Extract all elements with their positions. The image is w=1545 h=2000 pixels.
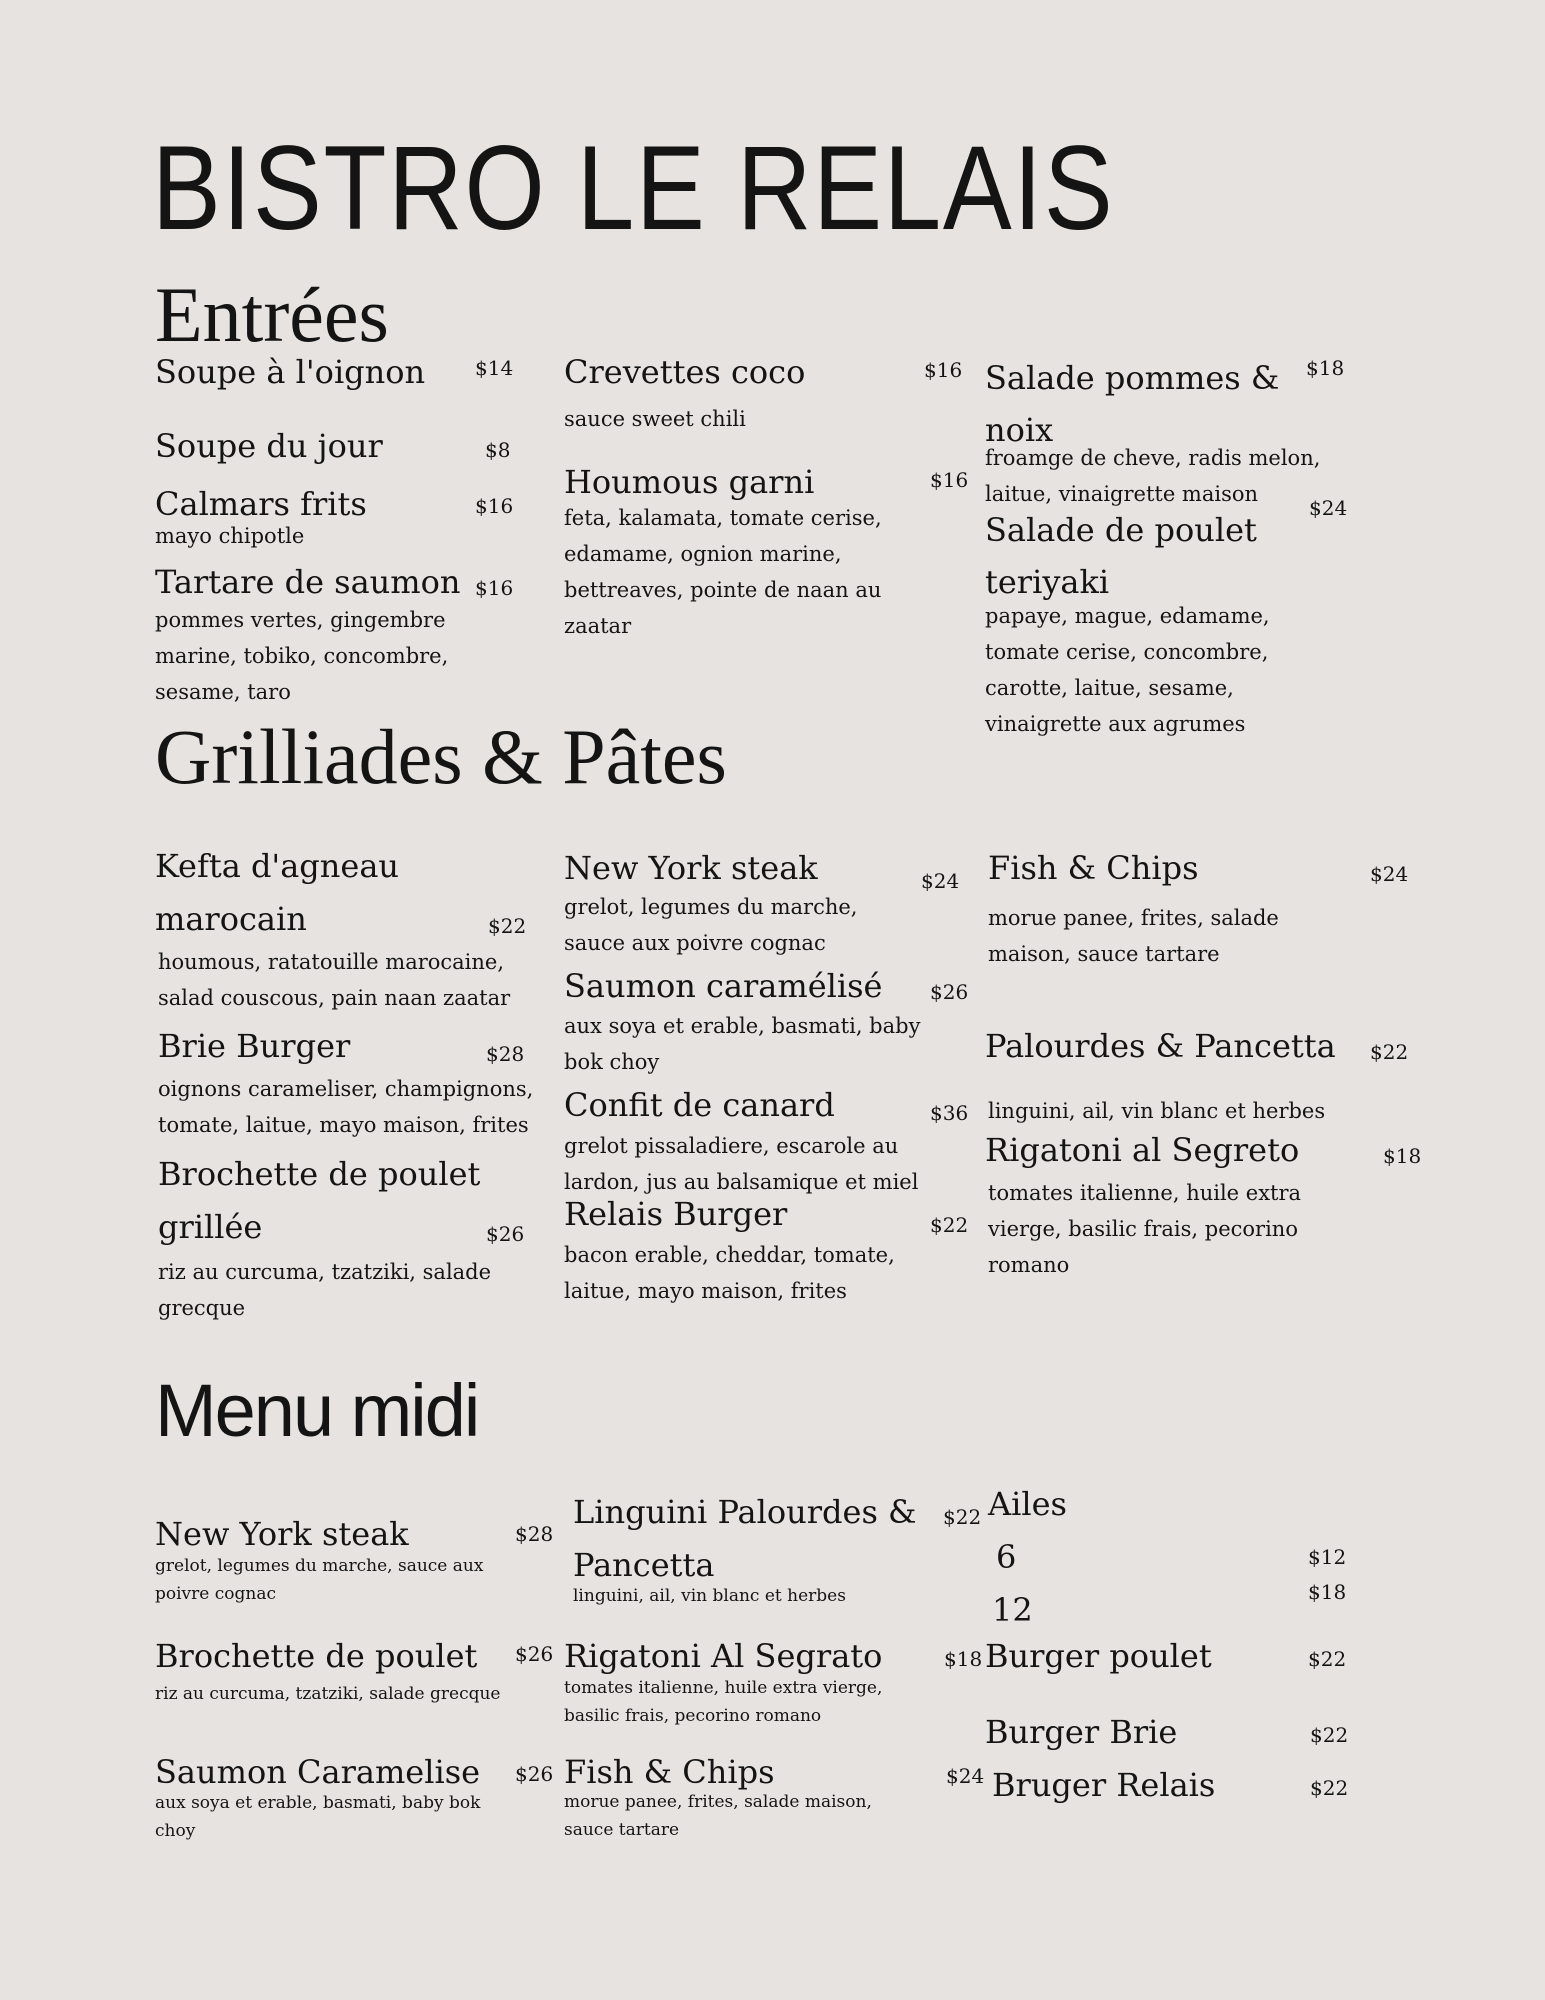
restaurant-title: BISTRO LE RELAIS (152, 121, 1115, 255)
menu-item-price: $22 (1370, 1040, 1409, 1064)
menu-item-name: Soupe du jour (155, 427, 383, 465)
menu-item-description: morue panee, frites, salade maison, sauce tartare (988, 906, 1279, 966)
menu-item-name: Linguini Palourdes & Pancetta (573, 1493, 917, 1584)
menu-item-price: $28 (486, 1042, 525, 1066)
menu-item-price: $22 (930, 1213, 969, 1237)
menu-item-price: $22 (1310, 1723, 1349, 1747)
menu-item-description: linguini, ail, vin blanc et herbes (988, 1099, 1326, 1123)
menu-item-name: Salade de poulet teriyaki (985, 511, 1257, 601)
menu-item-name: Salade pommes & noix (985, 359, 1280, 449)
menu-item-name: Soupe à l'oignon (155, 353, 426, 391)
menu-item-description: grelot, legumes du marche, sauce aux poivre cognac (155, 1556, 484, 1604)
menu-item-name: 6 (996, 1538, 1017, 1576)
menu-item-description: riz au curcuma, tzatziki, salade grecque (155, 1684, 501, 1704)
menu-item-name: Kefta d'agneau marocain (155, 847, 400, 938)
menu-item-price: $22 (1310, 1776, 1349, 1800)
menu-item-name: Calmars frits (155, 485, 367, 523)
menu-item-price: $8 (485, 438, 511, 462)
menu-item-name: Brochette de poulet grillée (158, 1155, 481, 1246)
menu-item-price: $12 (1308, 1545, 1347, 1569)
menu-item-description: grelot pissaladiere, escarole au lardon, jus au balsamique et miel (564, 1134, 919, 1194)
menu-item-description: papaye, mague, edamame, tomate cerise, concombre, carotte, laitue, sesame, vinaigrette aux agrumes (985, 604, 1270, 736)
menu-item-name: New York steak (155, 1515, 409, 1553)
menu-item-price: $36 (930, 1101, 969, 1125)
menu-item-name: Fish & Chips (564, 1753, 775, 1791)
menu-item-price: $16 (930, 468, 969, 492)
menu-item-price: $26 (515, 1762, 554, 1786)
menu-item-name: Saumon caramélisé (564, 967, 883, 1005)
menu-item-price: $24 (921, 869, 960, 893)
menu-item-name: Confit de canard (564, 1086, 835, 1124)
menu-item-name: Tartare de saumon (155, 563, 461, 601)
menu-item-price: $14 (475, 356, 514, 380)
menu-item-description: froamge de cheve, radis melon, laitue, vinaigrette maison (985, 446, 1321, 506)
menu-item-description: sauce sweet chili (564, 407, 746, 431)
menu-item-name: Rigatoni al Segreto (985, 1131, 1300, 1169)
menu-item-description: linguini, ail, vin blanc et herbes (573, 1586, 846, 1606)
menu-item-name: Crevettes coco (564, 353, 806, 391)
menu-item-price: $24 (1370, 862, 1409, 886)
menu-item-description: tomates italienne, huile extra vierge, basilic frais, pecorino romano (988, 1181, 1302, 1277)
menu-item-price: $24 (946, 1764, 985, 1788)
menu-item-price: $22 (1308, 1647, 1347, 1671)
menu-item-price: $24 (1309, 496, 1348, 520)
menu-item-description: aux soya et erable, basmati, baby bok choy (564, 1014, 921, 1074)
menu-item-description: grelot, legumes du marche, sauce aux poivre cognac (564, 895, 858, 955)
menu-item-description: oignons carameliser, champignons, tomate, laitue, mayo maison, frites (158, 1077, 534, 1137)
menu-item-description: bacon erable, cheddar, tomate, laitue, mayo maison, frites (564, 1243, 895, 1303)
menu-item-name: Bruger Relais (992, 1766, 1216, 1804)
menu-item-description: morue panee, frites, salade maison, sauce tartare (564, 1792, 872, 1840)
menu-item-price: $16 (475, 494, 514, 518)
menu-item-price: $18 (944, 1647, 983, 1671)
section-title-menu-midi: Menu midi (155, 1369, 479, 1452)
menu-item-price: $28 (515, 1522, 554, 1546)
menu-item-name: 12 (992, 1591, 1033, 1629)
menu-item-name: Relais Burger (564, 1195, 788, 1233)
menu-item-description: pommes vertes, gingembre marine, tobiko, concombre, sesame, taro (155, 608, 449, 704)
menu-item-description: houmous, ratatouille marocaine, salad couscous, pain naan zaatar (158, 950, 511, 1010)
menu-item-name: Palourdes & Pancetta (985, 1027, 1336, 1065)
section-title-entrees: Entrées (155, 271, 389, 358)
section-title-grilliades: Grilliades & Pâtes (155, 713, 727, 800)
menu-item-price: $26 (486, 1222, 525, 1246)
menu-item-name: Burger Brie (985, 1713, 1178, 1751)
menu-item-description: tomates italienne, huile extra vierge, basilic frais, pecorino romano (564, 1678, 883, 1726)
menu-item-name: Burger poulet (985, 1637, 1212, 1675)
menu-item-description: aux soya et erable, basmati, baby bok choy (155, 1793, 481, 1841)
menu-item-name: Ailes (988, 1485, 1067, 1523)
menu-item-name: Fish & Chips (988, 849, 1199, 887)
menu-item-price: $26 (930, 980, 969, 1004)
menu-item-name: Houmous garni (564, 463, 815, 501)
menu-item-price: $18 (1308, 1580, 1347, 1604)
menu-item-price: $18 (1306, 356, 1345, 380)
menu-item-price: $22 (943, 1505, 982, 1529)
menu-item-description: feta, kalamata, tomate cerise, edamame, ognion marine, bettreaves, pointe de naan au zaatar (564, 506, 882, 638)
menu-item-name: Brochette de poulet (155, 1637, 478, 1675)
menu-item-price: $16 (475, 576, 514, 600)
menu-item-price: $26 (515, 1642, 554, 1666)
menu-item-name: Saumon Caramelise (155, 1753, 481, 1791)
menu-item-name: Rigatoni Al Segrato (564, 1637, 883, 1675)
menu-item-description: riz au curcuma, tzatziki, salade grecque (158, 1260, 492, 1320)
menu-item-description: mayo chipotle (155, 524, 305, 548)
menu-item-name: New York steak (564, 849, 818, 887)
menu-item-price: $22 (488, 914, 527, 938)
menu-item-price: $16 (924, 358, 963, 382)
menu-item-name: Brie Burger (158, 1027, 351, 1065)
menu-item-price: $18 (1383, 1144, 1422, 1168)
